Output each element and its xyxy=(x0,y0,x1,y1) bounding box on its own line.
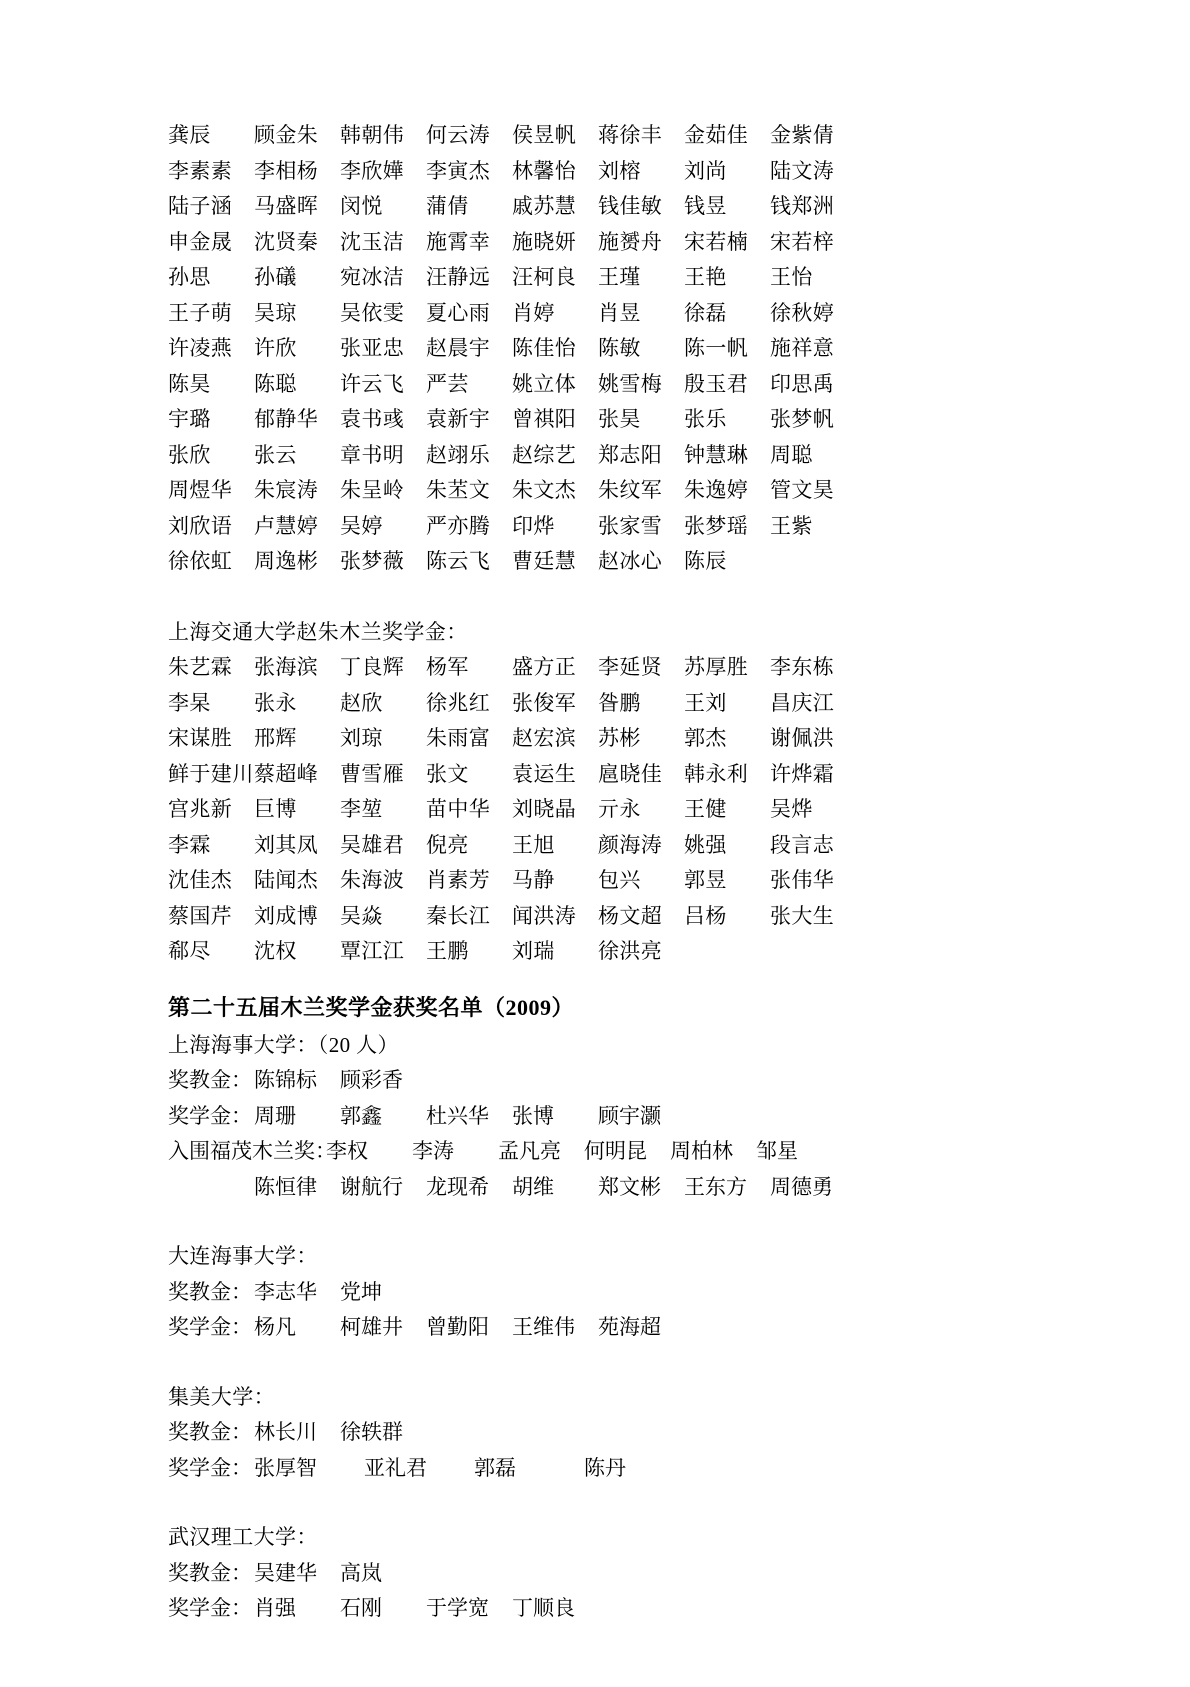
name-cell: 亓永 xyxy=(598,797,641,821)
award-name: 陈恒律 xyxy=(254,1174,317,1199)
name-cell: 吴焱 xyxy=(340,903,383,928)
award-name: 林长川 xyxy=(254,1420,317,1444)
award-name: 李涛 xyxy=(412,1139,454,1163)
name-cell: 李延贤 xyxy=(598,655,663,679)
award-name: 徐轶群 xyxy=(340,1420,403,1444)
name-cell: 徐秋婷 xyxy=(770,300,835,325)
name-cell: 陈佳怡 xyxy=(512,336,577,360)
name-cell: 陈一帆 xyxy=(684,336,749,360)
name-cell: 闻洪涛 xyxy=(512,903,577,928)
name-cell: 袁运生 xyxy=(512,761,577,786)
name-cell: 吴烨 xyxy=(770,797,813,821)
name-cell: 赵冰心 xyxy=(598,549,663,573)
name-cell: 顾金朱 xyxy=(254,123,319,147)
name-cell: 王旭 xyxy=(512,832,555,857)
name-cell: 宫兆新 xyxy=(168,797,233,821)
name-cell: 吴依雯 xyxy=(340,300,405,325)
award-name: 党坤 xyxy=(340,1279,382,1304)
name-cell: 陈辰 xyxy=(684,549,727,573)
award-name: 张厚智 xyxy=(254,1455,317,1480)
name-cell: 许欣 xyxy=(254,336,297,360)
award-name: 李志华 xyxy=(254,1279,317,1304)
name-cell: 李东栋 xyxy=(770,655,835,679)
name-cell: 汪静远 xyxy=(426,265,491,289)
name-cell: 姚雪梅 xyxy=(598,371,663,396)
award-row xyxy=(168,1451,1070,1487)
name-cell: 汪柯良 xyxy=(512,265,577,289)
award-name: 丁顺良 xyxy=(512,1596,575,1620)
name-cell: 金茹佳 xyxy=(684,123,749,147)
name-cell: 杨文超 xyxy=(598,903,663,928)
name-cell: 郭昱 xyxy=(684,868,727,892)
name-cell: 赵欣 xyxy=(340,690,383,715)
name-cell: 李杲 xyxy=(168,690,211,715)
name-cell: 宛冰洁 xyxy=(340,265,405,289)
page-title: 第二十五届木兰奖学金获奖名单（2009） xyxy=(168,994,575,1020)
award-name: 吴建华 xyxy=(254,1560,317,1585)
name-cell: 徐依虹 xyxy=(168,549,233,573)
name-cell: 陈聪 xyxy=(254,371,297,396)
name-cell: 许云飞 xyxy=(340,371,405,396)
award-label: 奖学金： xyxy=(168,1103,252,1128)
award-row xyxy=(168,1415,1070,1451)
name-cell: 王艳 xyxy=(684,265,727,289)
name-cell: 管文昊 xyxy=(770,478,835,502)
name-cell: 李相杨 xyxy=(254,158,319,183)
grid-spacer xyxy=(168,580,1070,615)
name-cell: 刘晓晶 xyxy=(512,797,577,821)
award-name: 苑海超 xyxy=(598,1315,661,1339)
name-cell: 刘其凤 xyxy=(254,832,319,857)
name-cell: 侯昱帆 xyxy=(512,123,577,147)
award-name: 胡维 xyxy=(512,1174,554,1199)
name-cell: 戚苏慧 xyxy=(512,194,577,218)
award-name: 郭鑫 xyxy=(340,1103,382,1128)
name-cell: 苏彬 xyxy=(598,726,641,750)
name-cell: 周煜华 xyxy=(168,478,233,502)
name-cell: 赵综艺 xyxy=(512,442,577,467)
award-row xyxy=(168,1170,1070,1206)
name-cell: 谢佩洪 xyxy=(770,726,835,750)
name-cell: 宋若梓 xyxy=(770,229,835,254)
award-row xyxy=(168,1275,1070,1311)
name-cell: 曹雪雁 xyxy=(340,761,405,786)
award-name: 亚礼君 xyxy=(364,1455,427,1480)
name-cell: 刘欣语 xyxy=(168,513,233,538)
university-title: 集美大学： xyxy=(168,1384,275,1409)
name-cell: 韩朝伟 xyxy=(340,123,405,147)
name-cell: 张海滨 xyxy=(254,655,319,679)
award-label: 奖教金： xyxy=(168,1420,252,1444)
sjtu-name-grid xyxy=(168,650,1070,970)
name-cell: 刘尚 xyxy=(684,158,727,183)
name-cell: 郭杰 xyxy=(684,726,727,750)
name-cell xyxy=(770,544,856,580)
section-gap xyxy=(168,1205,1070,1239)
award-name: 石刚 xyxy=(340,1596,382,1620)
name-cell: 张梦薇 xyxy=(340,549,405,573)
name-cell: 刘榕 xyxy=(598,158,641,183)
award-name: 陈锦标 xyxy=(254,1068,317,1092)
award-label: 奖学金： xyxy=(168,1315,252,1339)
name-cell: 王刘 xyxy=(684,690,727,715)
name-cell: 周聪 xyxy=(770,442,813,467)
name-cell: 李欣嬅 xyxy=(340,158,405,183)
name-cell: 姚立体 xyxy=(512,371,577,396)
name-cell: 赵翊乐 xyxy=(426,442,491,467)
name-cell: 巨博 xyxy=(254,797,297,821)
name-cell: 朱宸涛 xyxy=(254,478,319,502)
name-cell: 宋若楠 xyxy=(684,229,749,254)
name-cell: 赵宏滨 xyxy=(512,726,577,750)
award-row xyxy=(168,1310,1070,1346)
award-row xyxy=(168,1134,1070,1170)
name-cell: 宋谋胜 xyxy=(168,726,233,750)
award-name: 周柏林 xyxy=(670,1139,733,1163)
name-cell: 施赟舟 xyxy=(598,229,663,254)
name-cell: 王鹏 xyxy=(426,939,469,963)
name-cell: 李素素 xyxy=(168,158,233,183)
award-label: 奖教金： xyxy=(168,1560,252,1585)
name-cell: 印烨 xyxy=(512,513,555,538)
name-cell: 林馨怡 xyxy=(512,158,577,183)
name-cell: 肖婷 xyxy=(512,300,555,325)
award-name: 于学宽 xyxy=(426,1596,489,1620)
name-cell: 陈敏 xyxy=(598,336,641,360)
name-cell: 孙礒 xyxy=(254,265,297,289)
name-cell: 徐兆红 xyxy=(426,690,491,715)
name-cell: 严芸 xyxy=(426,371,469,396)
name-cell: 徐磊 xyxy=(684,300,727,325)
name-cell: 赵晨宇 xyxy=(426,336,491,360)
name-cell: 盛方正 xyxy=(512,655,577,679)
name-cell: 包兴 xyxy=(598,868,641,892)
award-label: 奖教金： xyxy=(168,1279,252,1304)
name-cell: 张梦瑶 xyxy=(684,513,749,538)
name-cell: 张永 xyxy=(254,690,297,715)
name-cell: 苗中华 xyxy=(426,797,491,821)
name-cell: 印思禹 xyxy=(770,371,835,396)
name-cell: 朱文杰 xyxy=(512,478,577,502)
name-cell: 颜海涛 xyxy=(598,832,663,857)
name-cell: 姚强 xyxy=(684,832,727,857)
name-cell: 张欣 xyxy=(168,442,211,467)
award-name: 谢航行 xyxy=(340,1174,403,1199)
award-name: 王东方 xyxy=(684,1174,747,1199)
award-label: 奖学金： xyxy=(168,1596,252,1620)
university-title: 武汉理工大学： xyxy=(168,1525,318,1549)
name-cell: 倪亮 xyxy=(426,832,469,857)
name-cell: 张梦帆 xyxy=(770,407,835,431)
name-cell: 蔡国芹 xyxy=(168,903,233,928)
name-cell: 马静 xyxy=(512,868,555,892)
award-name: 顾彩香 xyxy=(340,1068,403,1092)
sjtu-section-label: 上海交通大学赵朱木兰奖学金： xyxy=(168,619,468,644)
award-label: 入围福茂木兰奖： xyxy=(168,1139,336,1163)
award-name: 周珊 xyxy=(254,1103,296,1128)
award-name: 曾勤阳 xyxy=(426,1315,489,1339)
name-cell: 徐洪亮 xyxy=(598,939,663,963)
name-cell: 宇璐 xyxy=(168,407,211,431)
name-cell: 吴琼 xyxy=(254,300,297,325)
name-cell: 李霖 xyxy=(168,832,211,857)
name-cell: 吕杨 xyxy=(684,903,727,928)
name-cell: 施晓妍 xyxy=(512,229,577,254)
name-cell: 陈昊 xyxy=(168,371,211,396)
award-name: 周德勇 xyxy=(770,1174,833,1199)
name-cell: 沈权 xyxy=(254,939,297,963)
section-gap xyxy=(168,1486,1070,1520)
name-cell: 昝鹏 xyxy=(598,690,641,715)
name-cell: 覃江江 xyxy=(340,939,405,963)
name-cell: 金紫倩 xyxy=(770,123,835,147)
name-cell: 朱苤文 xyxy=(426,478,491,502)
name-cell: 刘瑞 xyxy=(512,939,555,963)
name-cell: 许烨霜 xyxy=(770,761,835,786)
name-cell: 张文 xyxy=(426,761,469,786)
name-cell: 朱雨富 xyxy=(426,726,491,750)
award-name: 王维伟 xyxy=(512,1315,575,1339)
name-cell: 施霄幸 xyxy=(426,229,491,254)
award-name: 郑文彬 xyxy=(598,1174,661,1199)
name-cell: 陆文涛 xyxy=(770,158,835,183)
name-cell: 蔡超峰 xyxy=(254,761,319,786)
name-cell: 沈贤秦 xyxy=(254,229,319,254)
name-cell: 扈晓佳 xyxy=(598,761,663,786)
award-name: 李权 xyxy=(326,1139,368,1163)
award-name: 杜兴华 xyxy=(426,1103,489,1128)
name-cell: 蒲倩 xyxy=(426,194,469,218)
name-cell: 朱呈岭 xyxy=(340,478,405,502)
name-cell: 昌庆江 xyxy=(770,690,835,715)
award-name: 张博 xyxy=(512,1103,554,1128)
top-name-grid xyxy=(168,118,1070,580)
name-cell: 郁静华 xyxy=(254,407,319,431)
name-cell: 殷玉君 xyxy=(684,371,749,396)
name-cell: 申金晟 xyxy=(168,229,233,254)
award-name: 柯雄井 xyxy=(340,1315,403,1339)
name-cell: 肖素芳 xyxy=(426,868,491,892)
name-cell: 王瑾 xyxy=(598,265,641,289)
university-title: 上海海事大学：（20 人） xyxy=(168,1032,399,1057)
award-name: 龙现希 xyxy=(426,1174,489,1199)
university-list xyxy=(168,1028,1070,1627)
name-cell: 张伟华 xyxy=(770,868,835,892)
award-row xyxy=(168,1063,1070,1099)
name-cell: 钟慧琳 xyxy=(684,442,749,467)
name-cell: 钱佳敏 xyxy=(598,194,663,218)
award-name: 高岚 xyxy=(340,1560,382,1585)
award-name: 陈丹 xyxy=(584,1455,626,1480)
name-cell: 马盛晖 xyxy=(254,194,319,218)
name-cell: 严亦腾 xyxy=(426,513,491,538)
award-label: 奖教金： xyxy=(168,1068,252,1092)
name-cell: 吴雄君 xyxy=(340,832,405,857)
award-name: 孟凡亮 xyxy=(498,1139,561,1163)
name-cell: 袁书彧 xyxy=(340,407,405,431)
award-label: 奖学金： xyxy=(168,1455,252,1480)
name-cell: 朱逸婷 xyxy=(684,478,749,502)
name-cell xyxy=(770,934,856,970)
name-cell: 邢辉 xyxy=(254,726,297,750)
name-cell: 丁良辉 xyxy=(340,655,405,679)
name-cell: 韩永利 xyxy=(684,761,749,786)
award-name: 肖强 xyxy=(254,1596,296,1620)
name-cell: 朱海波 xyxy=(340,868,405,892)
name-cell: 曹廷慧 xyxy=(512,549,577,573)
name-cell: 张乐 xyxy=(684,407,727,431)
name-cell: 郗尽 xyxy=(168,939,211,963)
name-cell: 张俊军 xyxy=(512,690,577,715)
name-cell: 曾祺阳 xyxy=(512,407,577,431)
name-cell: 王怡 xyxy=(770,265,813,289)
name-cell: 朱艺霖 xyxy=(168,655,233,679)
name-cell: 张亚忠 xyxy=(340,336,405,360)
name-cell: 鲜于建川 xyxy=(168,761,254,786)
award-row xyxy=(168,1591,1070,1627)
name-cell: 郑志阳 xyxy=(598,442,663,467)
name-cell: 章书明 xyxy=(340,442,405,467)
name-cell: 王紫 xyxy=(770,513,813,538)
award-row xyxy=(168,1099,1070,1135)
name-cell: 孙思 xyxy=(168,265,211,289)
award-name: 郭磊 xyxy=(474,1455,516,1480)
award-name: 顾宇灏 xyxy=(598,1103,661,1128)
name-cell: 张昊 xyxy=(598,407,641,431)
name-cell: 段言志 xyxy=(770,832,835,857)
award-row xyxy=(168,1556,1070,1592)
name-cell: 许凌燕 xyxy=(168,336,233,360)
name-cell: 刘成博 xyxy=(254,903,319,928)
name-cell: 卢慧婷 xyxy=(254,513,319,538)
name-cell: 周逸彬 xyxy=(254,549,319,573)
name-cell: 苏厚胜 xyxy=(684,655,749,679)
name-cell: 张云 xyxy=(254,442,297,467)
name-cell: 蒋徐丰 xyxy=(598,123,663,147)
name-cell: 王子萌 xyxy=(168,300,233,325)
award-name: 杨凡 xyxy=(254,1315,296,1339)
name-cell: 杨军 xyxy=(426,655,469,679)
award-name: 邹星 xyxy=(756,1139,798,1163)
name-cell: 朱纹军 xyxy=(598,478,663,502)
name-cell: 施祥意 xyxy=(770,336,835,360)
name-cell: 沈佳杰 xyxy=(168,868,233,892)
university-title: 大连海事大学： xyxy=(168,1244,318,1268)
award-name: 何明昆 xyxy=(584,1139,647,1163)
name-cell: 袁新宇 xyxy=(426,407,491,431)
name-cell: 陆闻杰 xyxy=(254,868,319,892)
section-gap xyxy=(168,1346,1070,1380)
name-cell: 何云涛 xyxy=(426,123,491,147)
name-cell: 闵悦 xyxy=(340,194,383,218)
name-cell: 钱郑洲 xyxy=(770,194,835,218)
name-cell: 李堃 xyxy=(340,797,383,821)
name-cell: 龚辰 xyxy=(168,123,211,147)
name-cell: 吴婷 xyxy=(340,513,383,538)
name-cell: 陆子涵 xyxy=(168,194,233,218)
name-cell xyxy=(684,934,770,970)
name-cell: 钱昱 xyxy=(684,194,727,218)
name-cell: 王健 xyxy=(684,797,727,821)
name-cell: 刘琼 xyxy=(340,726,383,750)
name-cell: 陈云飞 xyxy=(426,549,491,573)
name-cell: 沈玉洁 xyxy=(340,229,405,254)
name-cell: 夏心雨 xyxy=(426,300,491,325)
name-cell: 秦长江 xyxy=(426,903,491,928)
name-cell: 李寅杰 xyxy=(426,158,491,183)
name-cell: 肖昱 xyxy=(598,300,641,325)
name-cell: 张大生 xyxy=(770,903,835,928)
name-cell: 张家雪 xyxy=(598,513,663,538)
